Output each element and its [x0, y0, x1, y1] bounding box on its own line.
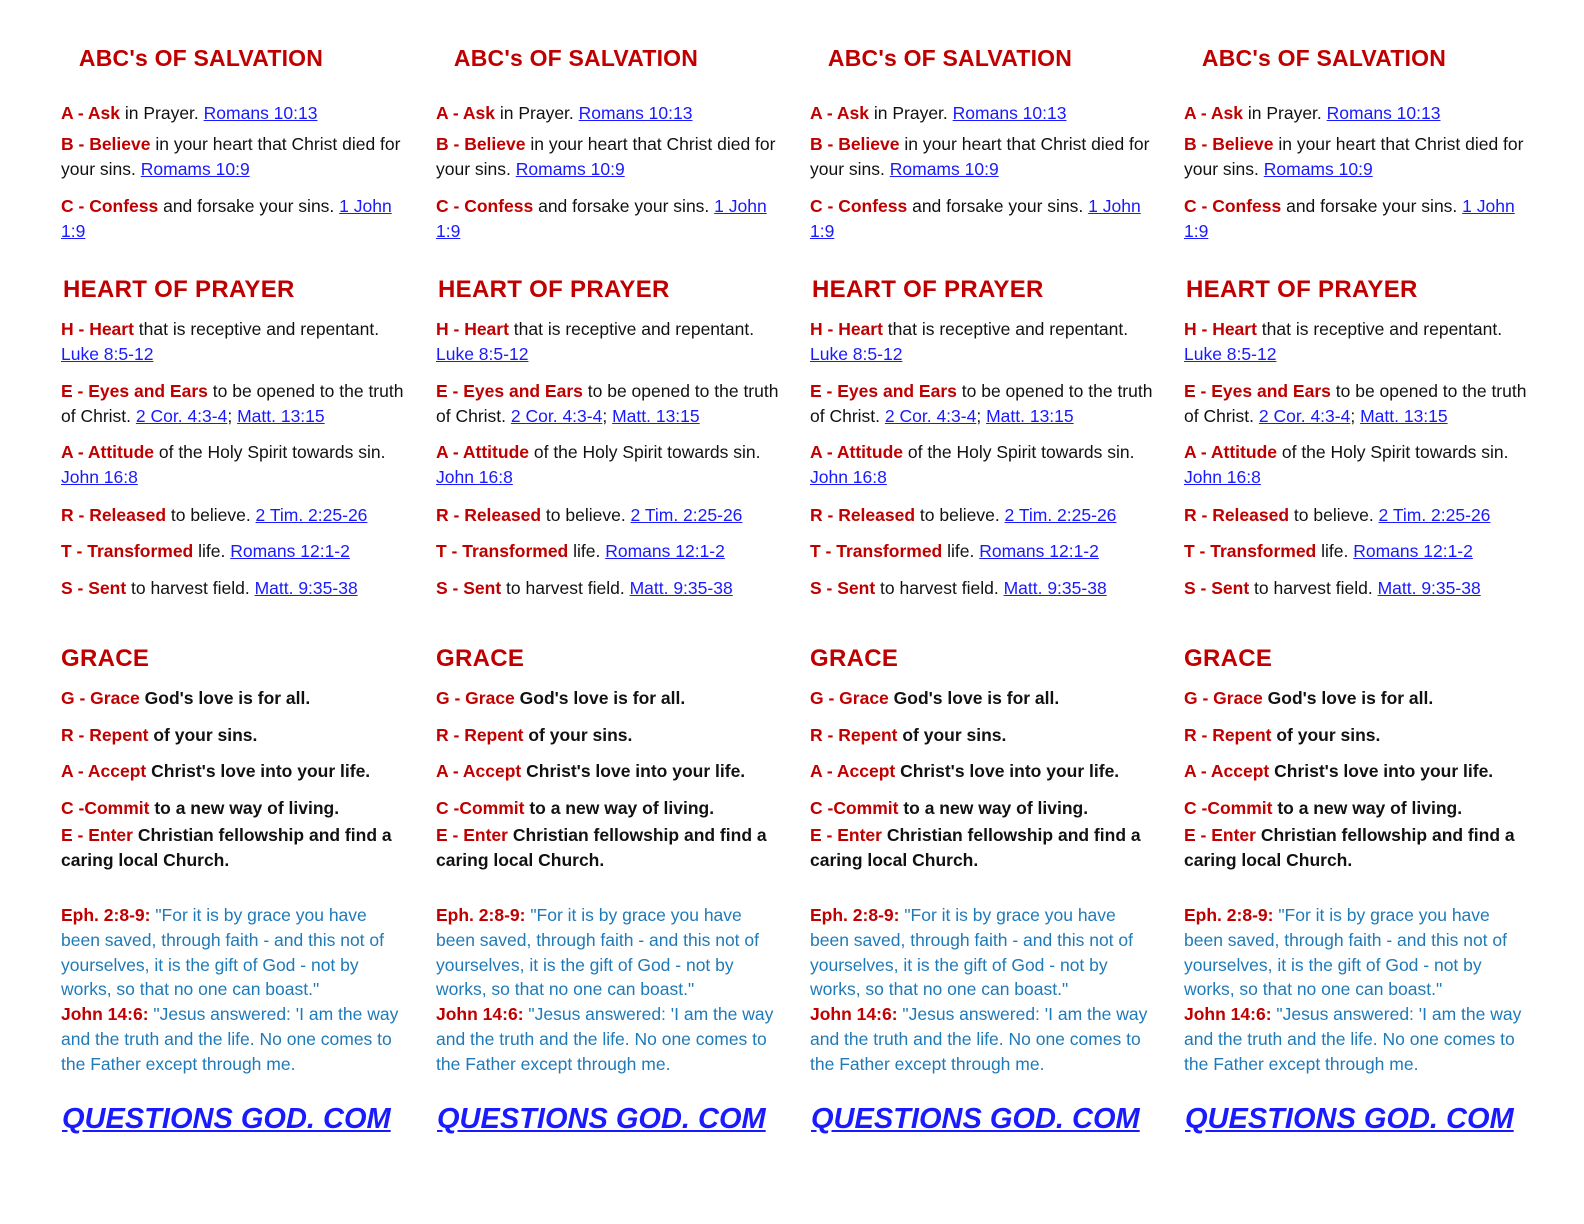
grace-item-repent: R - Repent of your sins.	[810, 725, 1007, 745]
verse-text-john: "Jesus answered: 'I am the way and the truth and the life. No one comes to the Father except through me.	[810, 1004, 1148, 1074]
heart-item-transformed: T - Transformed life. Romans 12:1-2	[810, 541, 1099, 561]
salvation-title: ABC's OF SALVATION	[453, 45, 699, 71]
heart-item-released: R - Released to believe. 2 Tim. 2:25-26	[61, 505, 368, 525]
heart-item-attitude: A - Attitude of the Holy Spirit towards sin. John 16:8	[436, 442, 761, 487]
scripture-link[interactable]: Matt. 13:15	[612, 406, 700, 426]
grace-item-repent: R - Repent of your sins.	[61, 725, 258, 745]
verse-block	[1184, 903, 1529, 1077]
heart-item-transformed: T - Transformed life. Romans 12:1-2	[1184, 541, 1473, 561]
heart-item-attitude: A - Attitude of the Holy Spirit towards sin. John 16:8	[61, 442, 386, 487]
scripture-link[interactable]: Matt. 9:35-38	[629, 578, 733, 598]
heart-item-heart: H - Heart that is receptive and repentant. Luke 8:5-12	[810, 319, 1129, 364]
scripture-link[interactable]: Luke 8:5-12	[810, 344, 903, 364]
heart-item-attitude: A - Attitude of the Holy Spirit towards sin. John 16:8	[1184, 442, 1509, 487]
grace-item-grace: G - Grace God's love is for all.	[61, 688, 311, 708]
scripture-link[interactable]: Romans 10:13	[578, 103, 693, 123]
salvation-title: ABC's OF SALVATION	[827, 45, 1073, 71]
grace-item-commit: C -Commit to a new way of living.	[436, 798, 715, 818]
grace-item-enter: E - Enter Christian fellowship and find a caring local Church.	[436, 825, 767, 870]
questionsgod-link[interactable]: QUESTIONS GOD. COM	[1185, 1103, 1514, 1135]
scripture-link[interactable]: 1 John 1:9	[1184, 196, 1515, 241]
scripture-link[interactable]: Romams 10:9	[889, 159, 999, 179]
scripture-link[interactable]: 2 Tim. 2:25-26	[1378, 505, 1491, 525]
scripture-link[interactable]: 2 Tim. 2:25-26	[1004, 505, 1117, 525]
heart-item-eyes: E - Eyes and Ears to be opened to the truth of Christ. 2 Cor. 4:3-4; Matt. 13:15	[810, 381, 1153, 426]
heart-item-released: R - Released to believe. 2 Tim. 2:25-26	[1184, 505, 1491, 525]
scripture-link[interactable]: 2 Tim. 2:25-26	[630, 505, 743, 525]
abc-item-confess: C - Confess and forsake your sins. 1 John 1:9	[436, 196, 767, 241]
scripture-link[interactable]: John 16:8	[61, 467, 138, 487]
abc-item-confess: C - Confess and forsake your sins. 1 John 1:9	[810, 196, 1141, 241]
verse-block	[436, 903, 781, 1077]
verse-text-eph: "For it is by grace you have been saved, through faith - and this not of yourselves, it is the gift of God - not by works, so that no one can boast."	[810, 905, 1133, 1000]
grace-item-grace: G - Grace God's love is for all.	[436, 688, 686, 708]
scripture-link[interactable]: John 16:8	[436, 467, 513, 487]
abc-item-confess: C - Confess and forsake your sins. 1 John 1:9	[61, 196, 392, 241]
abc-item-believe: B - Believe in your heart that Christ died for your sins. Romams 10:9	[1184, 134, 1524, 179]
heart-item-released: R - Released to believe. 2 Tim. 2:25-26	[436, 505, 743, 525]
scripture-link[interactable]: Romans 12:1-2	[230, 541, 350, 561]
verse-ref-eph: Eph. 2:8-9:	[1184, 905, 1274, 925]
abc-item-believe: B - Believe in your heart that Christ died for your sins. Romams 10:9	[61, 134, 401, 179]
heart-item-sent: S - Sent to harvest field. Matt. 9:35-38	[810, 578, 1107, 598]
grace-item-commit: C -Commit to a new way of living.	[810, 798, 1089, 818]
grace-heading: GRACE	[436, 645, 525, 672]
scripture-link[interactable]: 2 Cor. 4:3-4	[135, 406, 228, 426]
verse-ref-eph: Eph. 2:8-9:	[61, 905, 151, 925]
grace-item-grace: G - Grace God's love is for all.	[1184, 688, 1434, 708]
scripture-link[interactable]: Romans 12:1-2	[979, 541, 1099, 561]
scripture-link[interactable]: Matt. 9:35-38	[1377, 578, 1481, 598]
scripture-link[interactable]: 2 Cor. 4:3-4	[510, 406, 603, 426]
scripture-link[interactable]: Luke 8:5-12	[61, 344, 154, 364]
verse-ref-john: John 14:6:	[61, 1004, 149, 1025]
scripture-link[interactable]: Romans 10:13	[952, 103, 1067, 123]
heart-item-heart: H - Heart that is receptive and repentant. Luke 8:5-12	[1184, 319, 1503, 364]
abc-item-ask: A - Ask in Prayer. Romans 10:13	[436, 103, 693, 123]
verse-text-john: "Jesus answered: 'I am the way and the truth and the life. No one comes to the Father except through me.	[61, 1004, 399, 1074]
scripture-link[interactable]: 1 John 1:9	[436, 196, 767, 241]
scripture-link[interactable]: Romans 10:13	[1326, 103, 1441, 123]
heart-item-transformed: T - Transformed life. Romans 12:1-2	[61, 541, 350, 561]
heart-item-eyes: E - Eyes and Ears to be opened to the truth of Christ. 2 Cor. 4:3-4; Matt. 13:15	[61, 381, 404, 426]
scripture-link[interactable]: Matt. 13:15	[986, 406, 1074, 426]
scripture-link[interactable]: Romams 10:9	[1263, 159, 1373, 179]
scripture-link[interactable]: 2 Cor. 4:3-4	[1258, 406, 1351, 426]
scripture-link[interactable]: Romans 12:1-2	[605, 541, 725, 561]
verse-text-eph: "For it is by grace you have been saved, through faith - and this not of yourselves, it is the gift of God - not by works, so that no one can boast."	[1184, 905, 1507, 1000]
heart-item-sent: S - Sent to harvest field. Matt. 9:35-38	[436, 578, 733, 598]
verse-ref-john: John 14:6:	[810, 1004, 898, 1025]
scripture-link[interactable]: Romans 12:1-2	[1353, 541, 1473, 561]
verse-text-john: "Jesus answered: 'I am the way and the truth and the life. No one comes to the Father except through me.	[1184, 1004, 1522, 1074]
tract-card	[810, 0, 1160, 1224]
scripture-link[interactable]: John 16:8	[1184, 467, 1261, 487]
questionsgod-link[interactable]: QUESTIONS GOD. COM	[811, 1103, 1140, 1135]
verse-text-eph: "For it is by grace you have been saved, through faith - and this not of yourselves, it is the gift of God - not by works, so that no one can boast."	[61, 905, 384, 1000]
verse-block	[61, 903, 406, 1077]
scripture-link[interactable]: Romams 10:9	[140, 159, 250, 179]
scripture-link[interactable]: John 16:8	[810, 467, 887, 487]
heart-item-eyes: E - Eyes and Ears to be opened to the truth of Christ. 2 Cor. 4:3-4; Matt. 13:15	[436, 381, 779, 426]
heart-item-heart: H - Heart that is receptive and repentant. Luke 8:5-12	[61, 319, 380, 364]
scripture-link[interactable]: 1 John 1:9	[810, 196, 1141, 241]
abc-item-believe: B - Believe in your heart that Christ died for your sins. Romams 10:9	[810, 134, 1150, 179]
grace-item-repent: R - Repent of your sins.	[1184, 725, 1381, 745]
heart-heading: HEART OF PRAYER	[1186, 276, 1418, 303]
scripture-link[interactable]: 2 Tim. 2:25-26	[255, 505, 368, 525]
tract-card	[1184, 0, 1534, 1224]
scripture-link[interactable]: Matt. 9:35-38	[254, 578, 358, 598]
grace-item-enter: E - Enter Christian fellowship and find a caring local Church.	[61, 825, 392, 870]
abc-item-believe: B - Believe in your heart that Christ died for your sins. Romams 10:9	[436, 134, 776, 179]
grace-item-accept: A - Accept Christ's love into your life.	[436, 761, 746, 781]
scripture-link[interactable]: Luke 8:5-12	[1184, 344, 1277, 364]
abc-item-ask: A - Ask in Prayer. Romans 10:13	[810, 103, 1067, 123]
scripture-link[interactable]: Romans 10:13	[203, 103, 318, 123]
verse-ref-eph: Eph. 2:8-9:	[436, 905, 526, 925]
abc-item-confess: C - Confess and forsake your sins. 1 John 1:9	[1184, 196, 1515, 241]
grace-item-accept: A - Accept Christ's love into your life.	[61, 761, 371, 781]
tract-card	[61, 0, 411, 1224]
grace-item-accept: A - Accept Christ's love into your life.	[810, 761, 1120, 781]
verse-text-eph: "For it is by grace you have been saved, through faith - and this not of yourselves, it is the gift of God - not by works, so that no one can boast."	[436, 905, 759, 1000]
grace-heading: GRACE	[1184, 645, 1273, 672]
verse-text-john: "Jesus answered: 'I am the way and the truth and the life. No one comes to the Father except through me.	[436, 1004, 774, 1074]
grace-item-grace: G - Grace God's love is for all.	[810, 688, 1060, 708]
heart-item-heart: H - Heart that is receptive and repentant. Luke 8:5-12	[436, 319, 755, 364]
grace-heading: GRACE	[61, 645, 150, 672]
grace-item-repent: R - Repent of your sins.	[436, 725, 633, 745]
questionsgod-link[interactable]: QUESTIONS GOD. COM	[437, 1103, 766, 1135]
heart-heading: HEART OF PRAYER	[63, 276, 295, 303]
grace-item-enter: E - Enter Christian fellowship and find a caring local Church.	[1184, 825, 1515, 870]
salvation-title: ABC's OF SALVATION	[1201, 45, 1447, 71]
grace-item-enter: E - Enter Christian fellowship and find a caring local Church.	[810, 825, 1141, 870]
scripture-link[interactable]: Matt. 13:15	[1360, 406, 1448, 426]
abc-item-ask: A - Ask in Prayer. Romans 10:13	[1184, 103, 1441, 123]
verse-block	[810, 903, 1155, 1077]
scripture-link[interactable]: Matt. 9:35-38	[1003, 578, 1107, 598]
grace-item-commit: C -Commit to a new way of living.	[61, 798, 340, 818]
heart-heading: HEART OF PRAYER	[812, 276, 1044, 303]
grace-heading: GRACE	[810, 645, 899, 672]
heart-item-transformed: T - Transformed life. Romans 12:1-2	[436, 541, 725, 561]
verse-ref-eph: Eph. 2:8-9:	[810, 905, 900, 925]
abc-item-ask: A - Ask in Prayer. Romans 10:13	[61, 103, 318, 123]
scripture-link[interactable]: 2 Cor. 4:3-4	[884, 406, 977, 426]
verse-ref-john: John 14:6:	[436, 1004, 524, 1025]
grace-item-commit: C -Commit to a new way of living.	[1184, 798, 1463, 818]
heart-heading: HEART OF PRAYER	[438, 276, 670, 303]
heart-item-sent: S - Sent to harvest field. Matt. 9:35-38	[61, 578, 358, 598]
verse-ref-john: John 14:6:	[1184, 1004, 1272, 1025]
scripture-link[interactable]: Luke 8:5-12	[436, 344, 529, 364]
questionsgod-link[interactable]: QUESTIONS GOD. COM	[62, 1103, 391, 1135]
scripture-link[interactable]: Romams 10:9	[515, 159, 625, 179]
heart-item-sent: S - Sent to harvest field. Matt. 9:35-38	[1184, 578, 1481, 598]
salvation-title: ABC's OF SALVATION	[78, 45, 324, 71]
scripture-link[interactable]: 1 John 1:9	[61, 196, 392, 241]
heart-item-attitude: A - Attitude of the Holy Spirit towards sin. John 16:8	[810, 442, 1135, 487]
tract-card	[436, 0, 786, 1224]
heart-item-eyes: E - Eyes and Ears to be opened to the truth of Christ. 2 Cor. 4:3-4; Matt. 13:15	[1184, 381, 1527, 426]
heart-item-released: R - Released to believe. 2 Tim. 2:25-26	[810, 505, 1117, 525]
grace-item-accept: A - Accept Christ's love into your life.	[1184, 761, 1494, 781]
scripture-link[interactable]: Matt. 13:15	[237, 406, 325, 426]
